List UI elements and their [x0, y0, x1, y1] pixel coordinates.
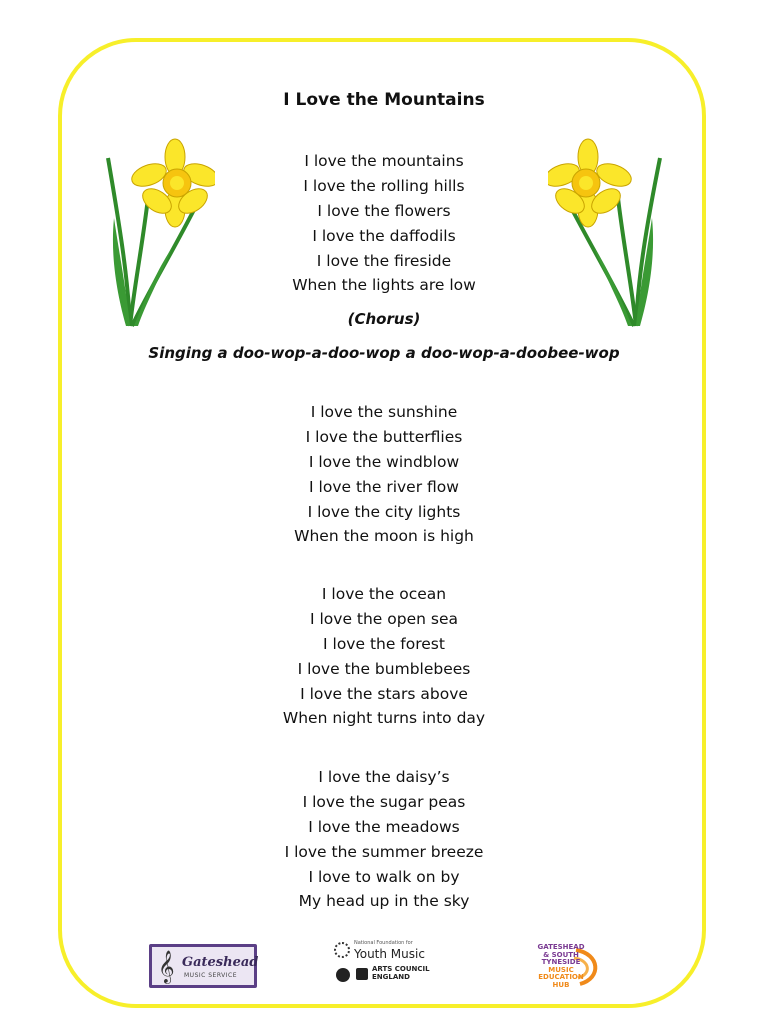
- hub-line-4: MUSIC: [548, 965, 574, 974]
- treble-clef-icon: 𝄞: [158, 950, 175, 983]
- verse-line: I love the rolling hills: [303, 176, 465, 195]
- gateshead-logo-name: Gateshead: [182, 955, 259, 970]
- verse-4: [0, 765, 768, 914]
- youth-music-icon: [334, 942, 350, 958]
- verse-line: I love the flowers: [317, 201, 451, 220]
- chorus-label: (Chorus): [347, 310, 421, 328]
- gateshead-music-service-logo: [149, 944, 257, 988]
- youth-music-small-text: National Foundation for: [354, 940, 413, 946]
- hub-line-2: & SOUTH: [543, 950, 579, 959]
- lottery-icon: [336, 968, 350, 982]
- verse-line: When the moon is high: [294, 527, 474, 546]
- youth-music-name: Youth Music: [354, 947, 425, 961]
- verse-line: I love the ocean: [321, 585, 447, 603]
- gateshead-logo-subtitle: MUSIC SERVICE: [184, 972, 238, 979]
- verse-line: I love the bumblebees: [297, 659, 471, 678]
- hub-line-5: EDUCATION: [538, 973, 584, 981]
- verse-line: I love the daffodils: [312, 226, 456, 245]
- verse-3: [0, 582, 768, 731]
- verse-2: [0, 400, 768, 549]
- verse-line: I love the daisy’s: [318, 768, 450, 786]
- verse-line: I love the open sea: [309, 609, 458, 628]
- verse-line: I love the city lights: [307, 502, 461, 521]
- song-title: I Love the Mountains: [283, 90, 485, 110]
- verse-line: When night turns into day: [282, 709, 486, 728]
- verse-1: [0, 149, 768, 298]
- verse-line: I love the windblow: [308, 452, 460, 471]
- verse-line: I love the summer breeze: [284, 842, 484, 861]
- hub-line-6: HUB: [552, 980, 570, 989]
- verse-line: I love the forest: [323, 634, 445, 653]
- verse-line: I love the fireside: [316, 251, 452, 270]
- verse-line: I love the sugar peas: [302, 792, 466, 811]
- verse-line: My head up in the sky: [298, 892, 470, 911]
- verse-line: I love the sunshine: [310, 403, 458, 421]
- hub-line-3: TYNESIDE: [541, 958, 581, 966]
- arts-council-text: ARTS COUNCIL ENGLAND: [372, 965, 430, 981]
- verse-line: I love the mountains: [304, 152, 464, 170]
- chorus-line: Singing a doo-wop-a-doo-wop a doo-wop-a-doobee-wop: [148, 344, 620, 362]
- verse-line: I love the butterflies: [305, 427, 463, 446]
- youth-music-arts-council-logo: [332, 940, 442, 990]
- verse-line: When the lights are low: [292, 276, 476, 295]
- arts-council-icon: [356, 968, 368, 980]
- music-education-hub-logo: [526, 942, 606, 990]
- verse-line: I love to walk on by: [308, 867, 460, 886]
- verse-line: I love the river flow: [309, 477, 459, 496]
- verse-line: I love the meadows: [308, 817, 460, 836]
- hub-line-1: GATESHEAD: [537, 943, 585, 951]
- verse-line: I love the stars above: [300, 684, 468, 703]
